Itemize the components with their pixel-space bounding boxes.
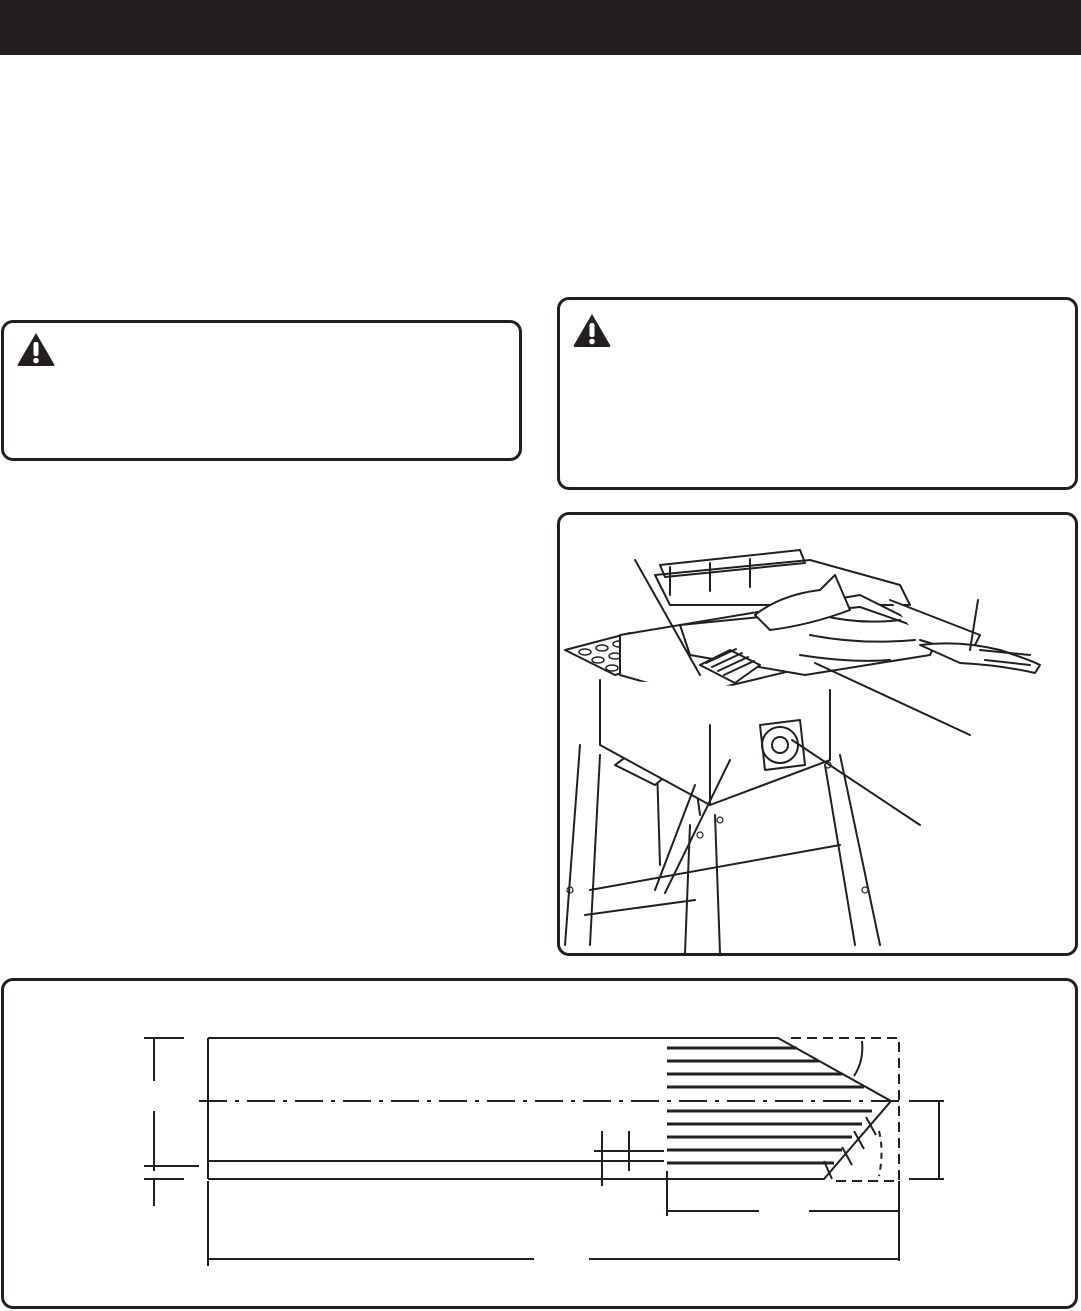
- featherboard-diagram: [1, 978, 1078, 1309]
- featherboard-dimension-drawing: [4, 981, 1075, 1306]
- warning-triangle-icon: [572, 312, 612, 348]
- warning-box-right: [557, 297, 1078, 490]
- header-bar: [0, 0, 1081, 55]
- table-saw-figure: [557, 512, 1078, 956]
- warning-box-left: [1, 320, 522, 461]
- table-saw-illustration: [560, 515, 1075, 953]
- warning-triangle-icon: [16, 331, 56, 367]
